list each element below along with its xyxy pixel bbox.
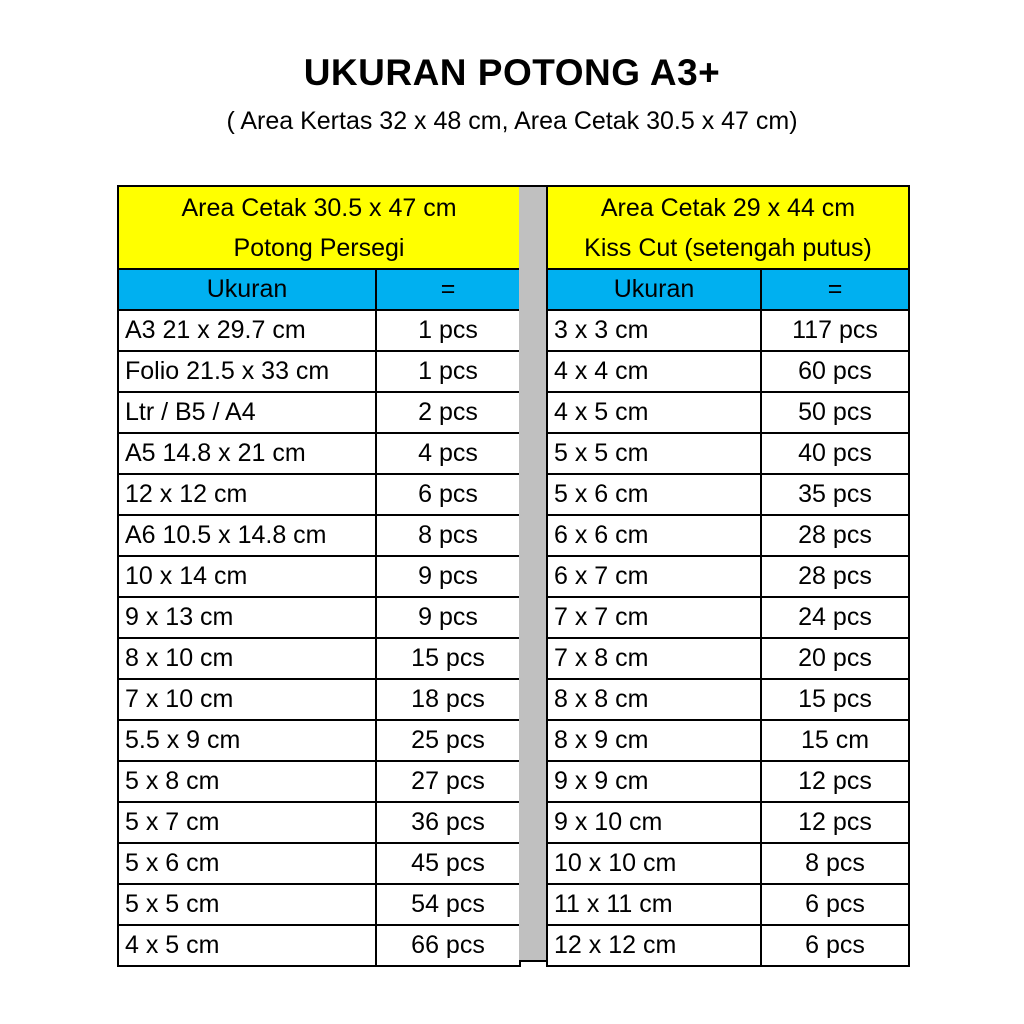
quantity-cell: 60 pcs (761, 351, 909, 392)
quantity-cell: 54 pcs (376, 884, 520, 925)
quantity-cell: 36 pcs (376, 802, 520, 843)
right-col-size-header: Ukuran (547, 269, 761, 310)
right-table-header (547, 186, 909, 269)
table-row (547, 474, 909, 515)
quantity-cell: 50 pcs (761, 392, 909, 433)
size-cell: 5 x 7 cm (118, 802, 376, 843)
size-cell: 5 x 5 cm (547, 433, 761, 474)
left-header-line2: Potong Persegi (233, 233, 405, 262)
size-cell: 9 x 9 cm (547, 761, 761, 802)
table-row (547, 884, 909, 925)
size-cell: A5 14.8 x 21 cm (118, 433, 376, 474)
table-row (118, 433, 520, 474)
table-row (118, 638, 520, 679)
table-divider (519, 185, 546, 962)
table-row (118, 392, 520, 433)
quantity-cell: 6 pcs (761, 884, 909, 925)
quantity-cell: 8 pcs (761, 843, 909, 884)
size-cell: A6 10.5 x 14.8 cm (118, 515, 376, 556)
size-cell: 12 x 12 cm (547, 925, 761, 966)
right-size-table (546, 185, 910, 967)
quantity-cell: 12 pcs (761, 802, 909, 843)
quantity-cell: 9 pcs (376, 556, 520, 597)
left-table-header (118, 186, 520, 269)
table-row (118, 843, 520, 884)
left-header-line1: Area Cetak 30.5 x 47 cm (181, 193, 457, 222)
size-cell: 7 x 8 cm (547, 638, 761, 679)
quantity-cell: 18 pcs (376, 679, 520, 720)
quantity-cell: 28 pcs (761, 515, 909, 556)
table-row (547, 515, 909, 556)
table-row (118, 720, 520, 761)
size-cell: 10 x 14 cm (118, 556, 376, 597)
left-table-header-row (118, 186, 520, 269)
size-cell: 5.5 x 9 cm (118, 720, 376, 761)
table-row (118, 802, 520, 843)
table-row (118, 474, 520, 515)
left-col-size-header: Ukuran (118, 269, 376, 310)
quantity-cell: 12 pcs (761, 761, 909, 802)
quantity-cell: 27 pcs (376, 761, 520, 802)
quantity-cell: 9 pcs (376, 597, 520, 638)
table-row (547, 843, 909, 884)
table-row (118, 556, 520, 597)
quantity-cell: 45 pcs (376, 843, 520, 884)
table-row (118, 679, 520, 720)
left-column-header-row (118, 269, 520, 310)
quantity-cell: 25 pcs (376, 720, 520, 761)
quantity-cell: 35 pcs (761, 474, 909, 515)
left-size-table (117, 185, 521, 967)
table-row (547, 310, 909, 351)
quantity-cell: 15 pcs (376, 638, 520, 679)
left-col-qty-header: = (376, 269, 520, 310)
quantity-cell: 28 pcs (761, 556, 909, 597)
size-cell: 3 x 3 cm (547, 310, 761, 351)
size-cell: 7 x 7 cm (547, 597, 761, 638)
right-column-header-row (547, 269, 909, 310)
size-cell: 7 x 10 cm (118, 679, 376, 720)
table-row (547, 392, 909, 433)
quantity-cell: 1 pcs (376, 351, 520, 392)
table-row (118, 761, 520, 802)
quantity-cell: 66 pcs (376, 925, 520, 966)
quantity-cell: 8 pcs (376, 515, 520, 556)
size-cell: 12 x 12 cm (118, 474, 376, 515)
table-row (547, 761, 909, 802)
table-row (118, 351, 520, 392)
table-row (547, 720, 909, 761)
table-row (547, 597, 909, 638)
table-row (547, 638, 909, 679)
table-row (547, 679, 909, 720)
quantity-cell: 4 pcs (376, 433, 520, 474)
size-cell: 5 x 6 cm (118, 843, 376, 884)
table-row (547, 925, 909, 966)
table-row (118, 515, 520, 556)
quantity-cell: 1 pcs (376, 310, 520, 351)
page-subtitle: ( Area Kertas 32 x 48 cm, Area Cetak 30.5 x 47 cm) (226, 107, 798, 135)
right-table-header-row (547, 186, 909, 269)
size-cell: 10 x 10 cm (547, 843, 761, 884)
size-cell: 4 x 5 cm (118, 925, 376, 966)
table-row (118, 925, 520, 966)
size-cell: 4 x 5 cm (547, 392, 761, 433)
size-cell: 11 x 11 cm (547, 884, 761, 925)
table-row (547, 802, 909, 843)
size-cell: 5 x 8 cm (118, 761, 376, 802)
quantity-cell: 40 pcs (761, 433, 909, 474)
quantity-cell: 6 pcs (761, 925, 909, 966)
size-cell: 9 x 13 cm (118, 597, 376, 638)
table-row (118, 310, 520, 351)
size-cell: 6 x 6 cm (547, 515, 761, 556)
table-row (547, 433, 909, 474)
size-cell: 5 x 6 cm (547, 474, 761, 515)
quantity-cell: 20 pcs (761, 638, 909, 679)
quantity-cell: 117 pcs (761, 310, 909, 351)
right-col-qty-header: = (761, 269, 909, 310)
size-cell: 6 x 7 cm (547, 556, 761, 597)
size-cell: 8 x 8 cm (547, 679, 761, 720)
table-row (547, 351, 909, 392)
right-header-line2: Kiss Cut (setengah putus) (584, 233, 872, 262)
quantity-cell: 15 cm (761, 720, 909, 761)
quantity-cell: 6 pcs (376, 474, 520, 515)
size-cell: 4 x 4 cm (547, 351, 761, 392)
size-cell: 8 x 9 cm (547, 720, 761, 761)
quantity-cell: 15 pcs (761, 679, 909, 720)
quantity-cell: 2 pcs (376, 392, 520, 433)
quantity-cell: 24 pcs (761, 597, 909, 638)
size-cell: Folio 21.5 x 33 cm (118, 351, 376, 392)
size-cell: A3 21 x 29.7 cm (118, 310, 376, 351)
right-header-line1: Area Cetak 29 x 44 cm (600, 193, 856, 222)
table-row (547, 556, 909, 597)
size-cell: 8 x 10 cm (118, 638, 376, 679)
page-title: UKURAN POTONG A3+ (303, 52, 721, 93)
table-row (118, 597, 520, 638)
size-cell: 5 x 5 cm (118, 884, 376, 925)
size-cell: Ltr / B5 / A4 (118, 392, 376, 433)
size-cell: 9 x 10 cm (547, 802, 761, 843)
table-row (118, 884, 520, 925)
